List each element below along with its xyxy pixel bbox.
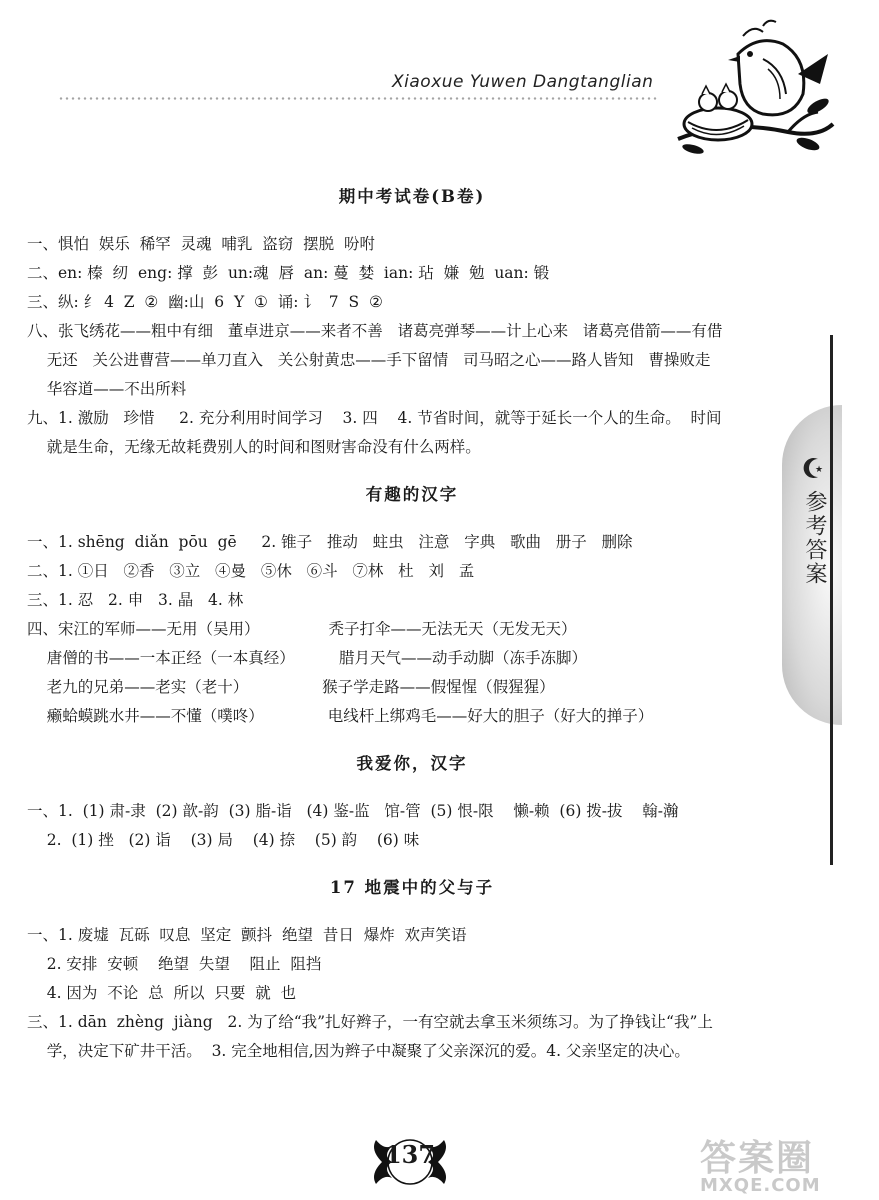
answer-line: 三、1. 忍 2. 申 3. 晶 4. 林 xyxy=(27,591,244,609)
answer-line: 就是生命，无缘无故耗费别人的时间和图财害命没有什么两样。 xyxy=(27,438,481,456)
answer-line: 二、en: 榛 纫 eng: 撑 彭 un:魂 唇 an: 蔓 婪 ian: 玷 嫌 勉 uan: 锻 xyxy=(27,264,550,282)
section-title: 17 地震中的父与子 xyxy=(329,878,495,897)
answer-line: 老九的兄弟——老实（老十） 猴子学走路——假惺惺（假猩猩） xyxy=(27,678,555,696)
answer-line: 一、惧怕 娱乐 稀罕 灵魂 哺乳 盗窃 摆脱 吩咐 xyxy=(27,235,375,253)
side-vertical-rule xyxy=(830,335,833,865)
bird-nest-illustration xyxy=(668,14,838,169)
answer-line: 九、1. 激励 珍惜 2. 充分利用时间学习 3. 四 4. 节省时间，就等于延长一个人的生命。 时间 xyxy=(27,409,722,427)
answer-content xyxy=(27,178,797,1066)
answer-line: 唐僧的书——一本正经（一本真经） 腊月天气——动手动脚（冻手冻脚） xyxy=(27,649,588,667)
watermark xyxy=(700,1130,821,1196)
answer-line: 二、1. ①日 ②香 ③立 ④曼 ⑤休 ⑥斗 ⑦林 杜 刘 孟 xyxy=(27,562,475,580)
answer-line: 华容道——不出所料 xyxy=(27,380,187,398)
answer-line: 一、1. shēng diǎn pōu gē 2. 锥子 推动 蛀虫 注意 字典 歌曲 册子 删除 xyxy=(27,533,633,551)
answer-line: 2. (1) 挫 (2) 诣 (3) 局 (4) 捺 (5) 韵 (6) 味 xyxy=(27,831,420,849)
answer-line: 一、1. 废墟 瓦砾 叹息 坚定 颤抖 绝望 昔日 爆炸 欢声笑语 xyxy=(27,926,467,944)
crescent-star-icon xyxy=(800,455,826,481)
header-dotted-rule xyxy=(58,96,658,106)
answer-line: 四、宋江的军师——无用（吴用） 秃子打伞——无法无天（无发无天） xyxy=(27,620,577,638)
svg-text:★: ★ xyxy=(815,465,824,475)
answer-line: 2. 安排 安顿 绝望 失望 阻止 阻挡 xyxy=(27,955,322,973)
answer-line: 无还 关公进曹营——单刀直入 关公射黄忠——手下留情 司马昭之心——路人皆知 曹操败走 xyxy=(27,351,711,369)
section-title: 我爱你，汉字 xyxy=(356,754,468,773)
section-interesting-characters xyxy=(27,476,797,731)
section-i-love-characters xyxy=(27,745,797,855)
answer-line: 学，决定下矿井干活。 3. 完全地相信,因为辫子中凝聚了父亲深沉的爱。4. 父亲坚定的决心。 xyxy=(27,1042,690,1060)
answer-line: 4. 因为 不论 总 所以 只要 就 也 xyxy=(27,984,297,1002)
section-midterm xyxy=(27,178,797,462)
header-title: Xiaoxue Yuwen Dangtanglian xyxy=(392,72,654,92)
answer-line: 癞蛤蟆跳水井——不懂（噗咚） 电线杆上绑鸡毛——好大的胆子（好大的掸子） xyxy=(27,707,654,725)
section-earthquake-father-son xyxy=(27,869,797,1066)
side-tab-label: 参考答案 xyxy=(802,490,827,586)
section-title: 有趣的汉字 xyxy=(365,485,459,504)
watermark-main: 答案圈 xyxy=(700,1138,815,1179)
answer-line: 一、1. (1) 肃-隶 (2) 歆-韵 (3) 脂-诣 (4) 鉴-监 馆-管 (5) 恨-限 懒-赖 (6) 拨-拔 翰-瀚 xyxy=(27,802,679,820)
section-title: 期中考试卷(B卷) xyxy=(338,187,486,206)
watermark-sub: MXQE.COM xyxy=(700,1175,821,1196)
answer-line: 八、张飞绣花——粗中有细 董卓进京——来者不善 诸葛亮弹琴——计上心来 诸葛亮借箭——有借 xyxy=(27,322,723,340)
answer-line: 三、纵: 纟 4 Z ② 幽:山 6 Y ① 诵: 讠 7 S ② xyxy=(27,293,383,311)
page-number: 137 xyxy=(384,1140,436,1169)
answer-line: 三、1. dān zhèng jiàng 2. 为了给“我”扎好辫子，一有空就去拿玉米须练习。为了挣钱让“我”上 xyxy=(27,1013,713,1031)
